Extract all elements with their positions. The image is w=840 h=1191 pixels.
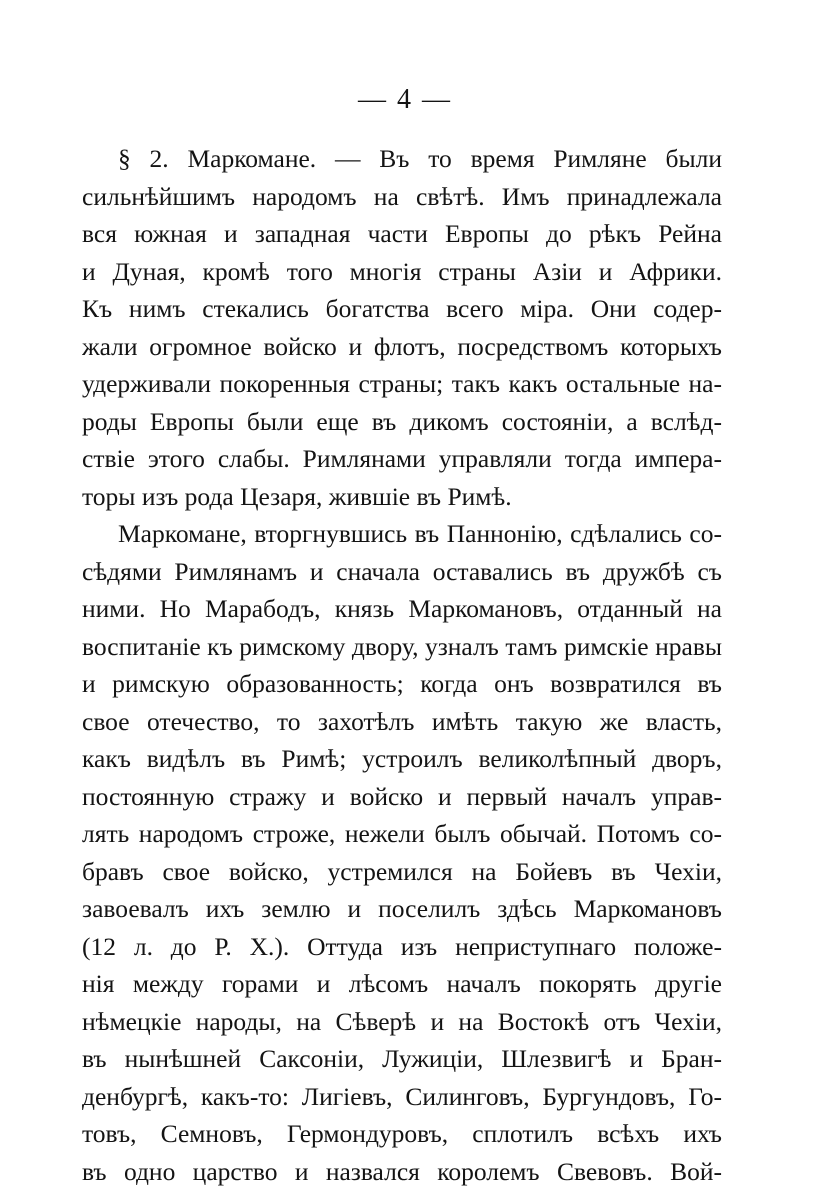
text-line: § 2. Маркомане. — Въ то время Римляне были [118, 144, 722, 173]
text-line: постоянную стражу и войско и первый началъ управ- [82, 781, 722, 811]
text-line: въ нынѣшней Саксоніи, Лужиціи, Шлезвигѣ и Бран- [82, 1044, 722, 1073]
paragraph-markomane-intro [82, 140, 722, 515]
text-line: Къ нимъ стекались богатства всего міра. Они содер- [82, 294, 722, 323]
text-line: бравъ свое войско, устремился на Бойевъ въ Чехіи, [82, 856, 722, 886]
text-line: свое отечество, то захотѣлъ имѣть такую же власть, [82, 706, 722, 736]
text-line: нѣмецкіе народы, на Сѣверѣ и на Востокѣ отъ Чехіи, [82, 1006, 722, 1036]
body-text [82, 140, 722, 1190]
text-line: Маркомане, вторгнувшись въ Паннонію, сдѣлались со- [118, 519, 722, 548]
text-line: и римскую образованность; когда онъ возвратился въ [82, 669, 722, 698]
text-line: какъ видѣлъ въ Римѣ; устроилъ великолѣпный дворъ, [82, 744, 722, 773]
text-line: и Дуная, кромѣ того многія страны Азіи и Африки. [82, 256, 722, 286]
text-line: ствіе этого слабы. Римлянами управляли тогда импера- [82, 444, 722, 473]
text-line: (12 л. до Р. Х.). Оттуда изъ неприступнаго положе- [82, 931, 722, 961]
text-line: вся южная и западная части Европы до рѣкъ Рейна [82, 219, 722, 248]
text-line: ними. Но Марабодъ, князь Маркомановъ, отданный на [82, 594, 722, 623]
text-line: завоевалъ ихъ землю и поселилъ здѣсь Маркомановъ [82, 894, 722, 923]
text-line: жали огромное войско и флотъ, посредствомъ которыхъ [82, 331, 722, 361]
text-line: товъ, Семновъ, Гермондуровъ, сплотилъ всѣхъ ихъ [82, 1119, 722, 1148]
text-line: воспитаніе къ римскому двору, узналъ тамъ римскіе нравы [82, 631, 722, 661]
text-line: удерживали покоренныя страны; такъ какъ остальные на- [82, 369, 722, 398]
text-line: лять народомъ строже, нежели былъ обычай. Потомъ со- [82, 819, 722, 848]
text-line: сильнѣйшимъ народомъ на свѣтѣ. Имъ принадлежала [82, 181, 722, 211]
text-line: въ одно царство и назвался королемъ Свевовъ. Вой- [82, 1156, 722, 1186]
text-line: торы изъ рода Цезаря, жившіе въ Римѣ. [82, 481, 512, 511]
text-line: денбургѣ, какъ-то: Лигіевъ, Силинговъ, Бургундовъ, Го- [82, 1081, 722, 1111]
page-number: — 4 — [358, 84, 452, 115]
text-line: сѣдями Римлянамъ и сначала оставались въ дружбѣ съ [82, 556, 722, 586]
paragraph-marabod [82, 515, 722, 1190]
text-line: роды Европы были еще въ дикомъ состояніи, а вслѣд- [82, 406, 722, 436]
text-line: нія между горами и лѣсомъ началъ покорять другіе [82, 969, 722, 998]
